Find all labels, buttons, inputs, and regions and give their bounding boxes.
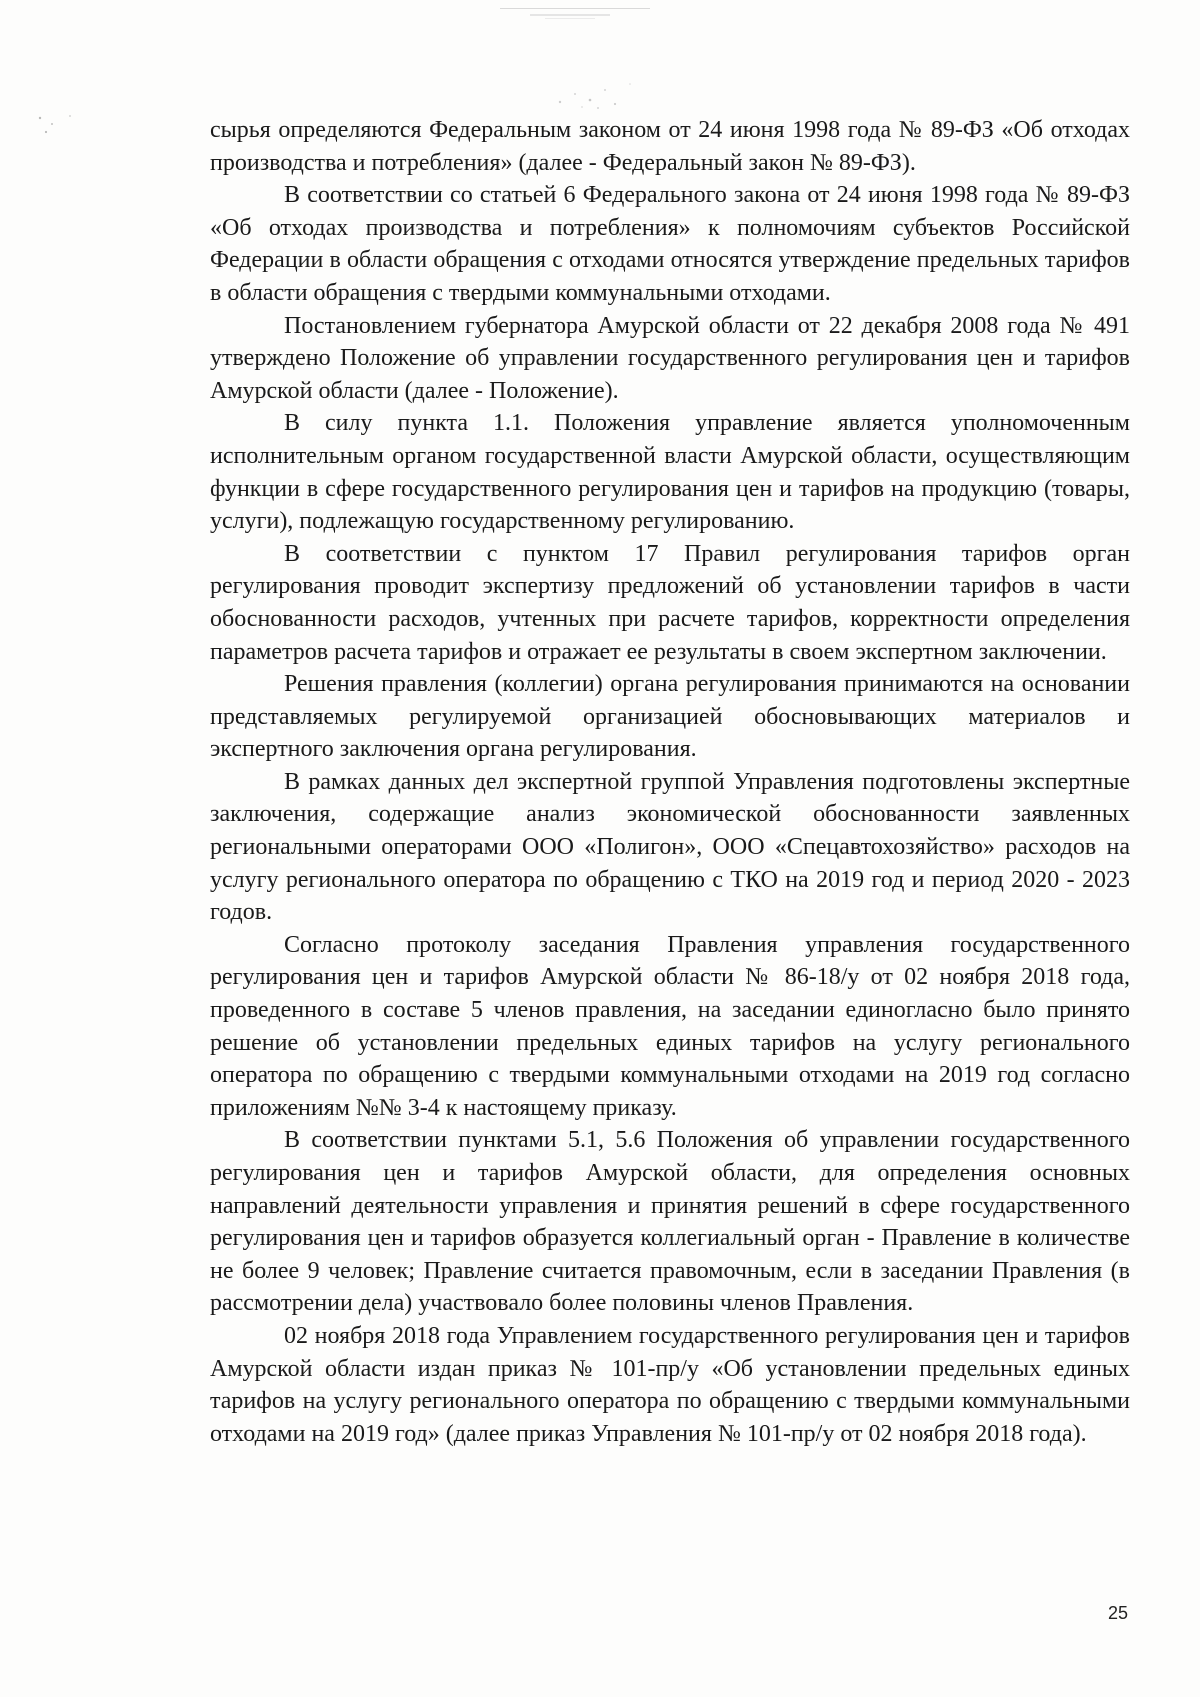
paragraph: Решения правления (коллегии) органа регулирования принимаются на основании представляемых регулируемой организацией обосновывающих материалов и экспертного заключения органа регулирования. (210, 671, 1130, 763)
page-number: 25 (1108, 1603, 1129, 1623)
document-body (210, 114, 1130, 1450)
scan-artifact (30, 110, 90, 150)
paragraph: Согласно протоколу заседания Правления управления государственного регулирования цен и тарифов Амурской области № 86-18/у от 02 ноября 2018 года, проведенного в составе 5 членов правления, на заседании единогласно было принято решение об установлении предельных единых тарифов на услугу регионального оператора по обращению с твердыми коммунальными отходами на 2019 год согласно приложениям №№ 3-4 к настоящему приказу. (210, 931, 1130, 1121)
scan-artifact (520, 72, 670, 112)
paragraph: В соответствии пунктами 5.1, 5.6 Положения об управлении государственного регулирования цен и тарифов Амурской области, для определения основных направлений деятельности управления и принятия решений в сфере государственного регулирования цен и тарифов образуется коллегиальный орган - Правление в количестве не более 9 человек; Правление считается правомочным, если в заседании Правления (в рассмотрении дела) участвовало более половины членов Правления. (210, 1127, 1130, 1317)
paragraph: В соответствии с пунктом 17 Правил регулирования тарифов орган регулирования проводит экспертизу предложений об установлении тарифов в части обоснованности расходов, учтенных при расчете тарифов, корректности определения параметров расчета тарифов и отражает ее результаты в своем экспертном заключении. (210, 540, 1130, 665)
paragraph: Постановлением губернатора Амурской области от 22 декабря 2008 года № 491 утверждено Положение об управлении государственного регулирования цен и тарифов Амурской области (далее - Положение). (210, 312, 1130, 404)
paragraph: В рамках данных дел экспертной группой Управления подготовлены экспертные заключения, содержащие анализ экономической обоснованности заявленных региональными операторами ООО «Полигон», ООО «Спецавтохозяйство» расходов на услугу регионального оператора по обращению с ТКО на 2019 год и период 2020 - 2023 годов. (210, 768, 1130, 926)
paragraph: В силу пункта 1.1. Положения управление является уполномоченным исполнительным органом государственной власти Амурской области, осуществляющим функции в сфере государственного регулирования цен и тарифов на продукцию (товары, услуги), подлежащую государственному регулированию. (210, 410, 1130, 535)
paragraph: сырья определяются Федеральным законом от 24 июня 1998 года № 89-ФЗ «Об отходах производства и потребления» (далее - Федеральный закон № 89-ФЗ). (210, 117, 1130, 176)
paragraph: В соответствии со статьей 6 Федерального закона от 24 июня 1998 года № 89-ФЗ «Об отходах производства и потребления» к полномочиям субъектов Российской Федерации в области обращения с отходами относятся утверждение предельных тарифов в области обращения с твердыми коммунальными отходами. (210, 182, 1130, 306)
paragraph: 02 ноября 2018 года Управлением государственного регулирования цен и тарифов Амурской области издан приказ № 101-пр/у «Об установлении предельных единых тарифов на услугу регионального оператора по обращению с твердыми коммунальными отходами на 2019 год» (далее приказ Управления № 101-пр/у от 02 ноября 2018 года). (210, 1322, 1130, 1447)
scan-artifact (500, 4, 660, 22)
